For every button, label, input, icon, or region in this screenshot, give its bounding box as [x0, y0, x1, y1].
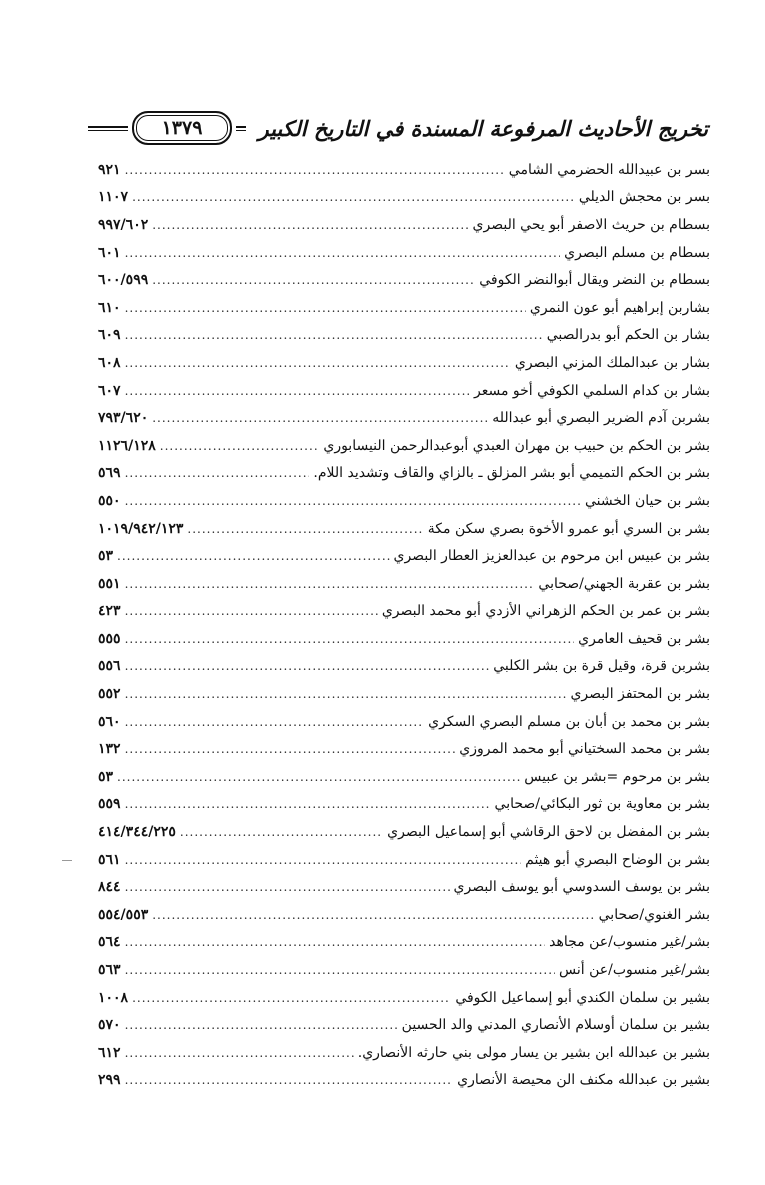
entry-name: بشر بن عبيس ابن مرحوم بن عبدالعزيز العطار البصري	[393, 548, 710, 565]
dot-leader	[125, 853, 522, 867]
index-entry	[98, 625, 710, 653]
entry-name: بشاربن إبراهيم أبو عون النمري	[529, 299, 710, 316]
dot-leader	[125, 687, 567, 701]
entry-reference: ٥٦٩	[98, 465, 121, 482]
entry-name: بشير بن سلمان الكندي أبو إسماعيل الكوفي	[455, 989, 710, 1006]
index-entry	[98, 1039, 710, 1067]
index-entry	[98, 901, 710, 929]
dot-leader	[125, 577, 535, 591]
entry-reference: ٥٣	[98, 548, 114, 565]
index-entry	[98, 349, 710, 377]
dot-leader	[125, 163, 505, 177]
entry-name: بشر بن قحيف العامري	[578, 630, 710, 647]
entry-reference: ٤٢٣	[98, 603, 121, 620]
entry-name: بشر بن يوسف السدوسي أبو يوسف البصري	[453, 879, 710, 896]
dot-leader	[132, 190, 575, 204]
dot-leader	[125, 494, 581, 508]
index-entry	[98, 956, 710, 984]
book-title: تخريج الأحاديث المرفوعة المسندة في التاريخ الكبير	[258, 115, 708, 141]
index-entry	[98, 432, 710, 460]
entry-reference: ٥٧٠	[98, 1017, 121, 1034]
index-entry	[98, 211, 710, 239]
entry-reference: ١٠١٩/٩٤٢/١٢٣	[98, 520, 184, 537]
index-entry	[98, 1067, 710, 1095]
entry-name: بشر بن المفضل بن لاحق الرقاشي أبو إسماعيل البصري	[387, 824, 710, 841]
index-entry	[98, 735, 710, 763]
index-entry	[98, 239, 710, 267]
entry-name: بشر بن معاوية بن ثور البكائي/صحابي	[494, 796, 710, 813]
dot-leader	[125, 880, 450, 894]
dot-leader	[132, 991, 451, 1005]
index-entry	[98, 487, 710, 515]
entry-name: بشر بن الحكم بن حبيب بن مهران العبدي أبوعبدالرحمن النيسابوري	[323, 437, 710, 454]
entry-name: بسر بن محجش الديلي	[578, 189, 710, 206]
index-entry	[98, 515, 710, 543]
dot-leader	[125, 604, 378, 618]
entry-reference: ٦٠٩	[98, 327, 121, 344]
dot-leader	[125, 659, 490, 673]
entry-reference: ٦٠٠/٥٩٩	[98, 272, 149, 289]
entry-name: بشر/غير منسوب/عن أنس	[559, 962, 710, 979]
entry-name: بشر بن مرحوم =بشر بن عبيس	[524, 768, 710, 785]
entry-reference: ٦٠٧	[98, 382, 121, 399]
entry-reference: ٦٠١	[98, 244, 121, 261]
entry-name: بشار بن عبدالملك المزني البصري	[514, 354, 710, 371]
dot-leader	[125, 963, 555, 977]
entry-name: بشار بن كدام السلمي الكوفي أخو مسعر	[473, 382, 710, 399]
dot-leader	[125, 466, 310, 480]
entry-reference: ٥٥٦	[98, 658, 121, 675]
dot-leader	[152, 908, 594, 922]
dot-leader	[152, 218, 468, 232]
entry-reference: ١٣٢	[98, 741, 121, 758]
entry-name: بسر بن عبيدالله الحضرمي الشامي	[508, 161, 710, 178]
entry-name: بشر بن عقربة الجهني/صحابي	[538, 575, 710, 592]
entry-name: بشر بن السري أبو عمرو الأخوة بصري سكن مكة	[427, 520, 710, 537]
entry-reference: ٥٦٤	[98, 934, 121, 951]
index-entry	[98, 542, 710, 570]
entry-name: بشار بن الحكم أبو بدرالصبي	[546, 327, 710, 344]
dot-leader	[125, 1018, 398, 1032]
entry-reference: ٥٥٤/٥٥٣	[98, 906, 149, 923]
entry-reference: ٧٩٣/٦٢٠	[98, 410, 149, 427]
page-number-badge: ١٣٧٩	[132, 111, 232, 145]
entry-reference: ١١٠٧	[98, 189, 129, 206]
entry-reference: ٤١٤/٣٤٤/٢٢٥	[98, 824, 176, 841]
entry-name: بشر بن محمد السختياني أبو محمد المروزي	[459, 741, 710, 758]
dot-leader	[125, 1046, 354, 1060]
index-entry	[98, 294, 710, 322]
index-list	[98, 156, 710, 1094]
entry-reference: ٥٦٠	[98, 713, 121, 730]
index-entry	[98, 404, 710, 432]
index-entry	[98, 460, 710, 488]
dot-leader	[125, 935, 546, 949]
entry-reference: ٥٥٩	[98, 796, 121, 813]
index-entry	[98, 653, 710, 681]
index-entry	[98, 680, 710, 708]
dot-leader	[125, 246, 561, 260]
entry-name: بسطام بن النضر ويقال أبوالنضر الكوفي	[479, 272, 710, 289]
entry-reference: ٥٥٠	[98, 492, 121, 509]
dot-leader	[125, 715, 425, 729]
index-entry	[98, 763, 710, 791]
running-header	[88, 108, 708, 148]
entry-name: بشر بن حيان الخشني	[584, 492, 710, 509]
entry-name: بسطام بن حريث الاصفر أبو يحي البصري	[472, 216, 710, 233]
index-entry	[98, 377, 710, 405]
entry-reference: ٥٥١	[98, 575, 121, 592]
entry-reference: ١١٢٦/١٢٨	[98, 437, 156, 454]
entry-name: بشربن آدم الضرير البصري أبو عبدالله	[492, 410, 710, 427]
dot-leader	[125, 356, 511, 370]
index-entry	[98, 598, 710, 626]
entry-reference: ٥٥٢	[98, 686, 121, 703]
index-entry	[98, 570, 710, 598]
entry-name: بشر بن عمر بن الحكم الزهراني الأزدي أبو محمد البصري	[381, 603, 710, 620]
entry-reference: ٦١٢	[98, 1044, 121, 1061]
index-entry	[98, 873, 710, 901]
entry-reference: ٦٠٨	[98, 354, 121, 371]
entry-reference: ٥٥٥	[98, 630, 121, 647]
entry-name: بشير بن عبدالله ابن بشير بن يسار مولى بني حارثه الأنصاري.	[357, 1044, 710, 1061]
dot-leader	[117, 549, 389, 563]
entry-reference: ٦١٠	[98, 299, 121, 316]
margin-mark	[62, 860, 72, 861]
entry-reference: ٨٤٤	[98, 879, 121, 896]
index-entry	[98, 1011, 710, 1039]
entry-reference: ٥٦١	[98, 851, 121, 868]
dot-leader	[125, 1073, 454, 1087]
dot-leader	[152, 411, 488, 425]
dot-leader	[125, 632, 575, 646]
dot-leader	[152, 273, 475, 287]
dot-leader	[187, 522, 423, 536]
entry-reference: ٩٢١	[98, 161, 121, 178]
index-entry	[98, 708, 710, 736]
index-entry	[98, 984, 710, 1012]
header-rule	[236, 126, 246, 131]
entry-name: بشر بن المحتفز البصري	[570, 686, 710, 703]
entry-reference: ١٠٠٨	[98, 989, 129, 1006]
dot-leader	[125, 797, 491, 811]
dot-leader	[180, 825, 383, 839]
entry-name: بشر بن محمد بن أبان بن مسلم البصري السكري	[428, 713, 710, 730]
index-entry	[98, 184, 710, 212]
entry-reference: ٥٣	[98, 768, 114, 785]
entry-reference: ٢٩٩	[98, 1072, 121, 1089]
index-entry	[98, 818, 710, 846]
index-entry	[98, 266, 710, 294]
entry-name: بشر الغنوي/صحابي	[598, 906, 710, 923]
dot-leader	[117, 770, 520, 784]
dot-leader	[125, 384, 470, 398]
dot-leader	[125, 301, 526, 315]
entry-name: بشر/غير منسوب/عن مجاهد	[549, 934, 710, 951]
entry-name: بشر بن الحكم التميمي أبو بشر المزلق ـ بالزاي والقاف وتشديد اللام.	[313, 465, 710, 482]
header-rule-left	[88, 126, 128, 131]
entry-reference: ٥٦٣	[98, 962, 121, 979]
entry-reference: ٩٩٧/٦٠٢	[98, 216, 149, 233]
entry-name: بسطام بن مسلم البصري	[564, 244, 710, 261]
entry-name: بشر بن الوضاح البصري أبو هيثم	[525, 851, 710, 868]
entry-name: بشير بن سلمان أوسلام الأنصاري المدني والد الحسين	[401, 1017, 710, 1034]
index-entry	[98, 791, 710, 819]
dot-leader	[160, 439, 320, 453]
dot-leader	[125, 742, 456, 756]
index-entry	[98, 929, 710, 957]
index-entry	[98, 322, 710, 350]
entry-name: بشير بن عبدالله مكنف الن محيصة الأنصاري	[457, 1072, 710, 1089]
dot-leader	[125, 328, 543, 342]
entry-name: بشربن قرة، وقيل قرة بن بشر الكلبي	[493, 658, 710, 675]
index-entry	[98, 846, 710, 874]
index-entry	[98, 156, 710, 184]
